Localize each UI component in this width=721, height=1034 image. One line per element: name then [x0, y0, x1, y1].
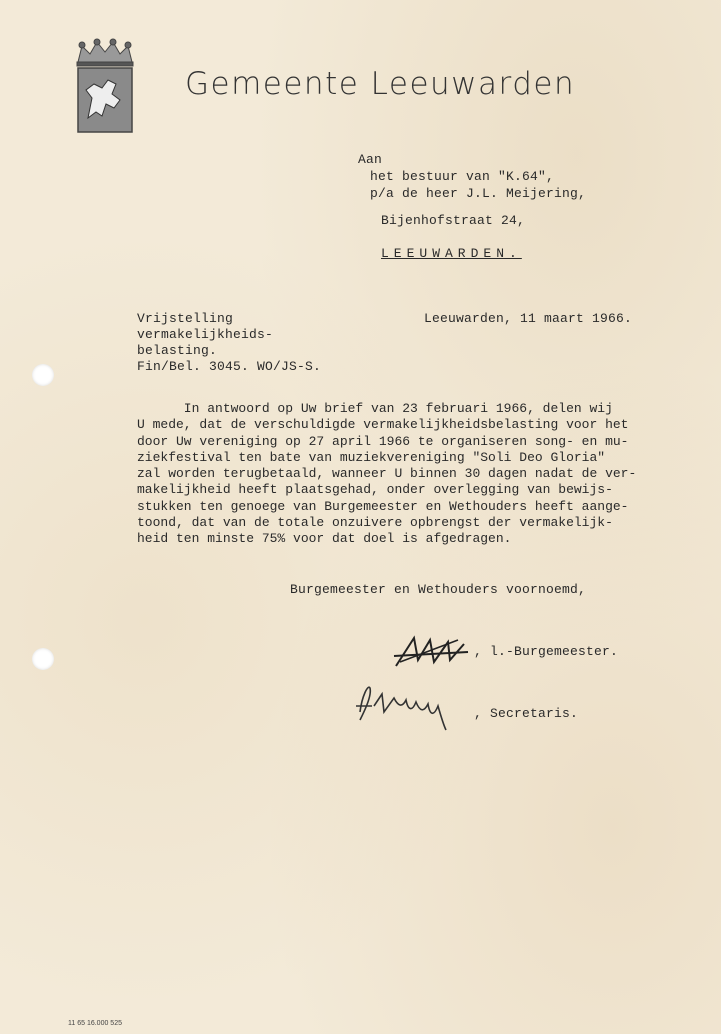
punch-hole [32, 648, 54, 670]
recipient-street: Bijenhofstraat 24, [381, 213, 526, 228]
body-line: zal worden terugbetaald, wanneer U binnen 30 dagen nadat de ver- [137, 466, 637, 482]
date-line: Leeuwarden, 11 maart 1966. [424, 311, 633, 326]
subject-line1: Vrijstelling [137, 311, 234, 326]
recipient-city: LEEUWARDEN. [381, 246, 522, 261]
body-line: makelijkheid heeft plaatsgehad, onder overlegging van bewijs- [137, 482, 613, 498]
body-line: door Uw vereniging op 27 april 1966 te organiseren song- en mu- [137, 433, 629, 449]
subject-line3: belasting. [137, 343, 218, 358]
recipient-prefix: Aan [358, 152, 383, 167]
letterhead-title: Gemeente Leeuwarden [185, 66, 576, 102]
subject-reference: Fin/Bel. 3045. WO/JS-S. [137, 359, 322, 374]
footer-print-code: 11 65 16.000 525 [68, 1020, 122, 1027]
body-line: toond, dat van de totale onzuivere opbrengst der vermakelijk- [137, 515, 613, 531]
body-line: U mede, dat de verschuldigde vermakelijkheidsbelasting voor het [137, 417, 629, 433]
mayor-signature-icon [392, 632, 472, 672]
punch-hole [32, 364, 54, 386]
body-line: In antwoord op Uw brief van 23 februari 1966, delen wij [137, 401, 613, 416]
secretary-label: , Secretaris. [474, 706, 579, 721]
subject-line2: vermakelijkheids- [137, 327, 274, 342]
mayor-label: , l.-Burgemeester. [474, 644, 619, 659]
closing-line: Burgemeester en Wethouders voornoemd, [290, 582, 587, 597]
body-line: ziekfestival ten bate van muziekvereniging "Soli Deo Gloria" [137, 449, 606, 465]
recipient-line1: het bestuur van "K.64", [370, 169, 555, 184]
secretary-signature-icon [350, 676, 470, 732]
coat-of-arms-icon [72, 38, 138, 136]
recipient-line2: p/a de heer J.L. Meijering, [370, 186, 587, 201]
body-paragraph [137, 401, 677, 548]
body-line: stukken ten genoege van Burgemeester en Wethouders heeft aange- [137, 498, 629, 514]
body-line: heid ten minste 75% voor dat doel is afgedragen. [137, 531, 512, 547]
